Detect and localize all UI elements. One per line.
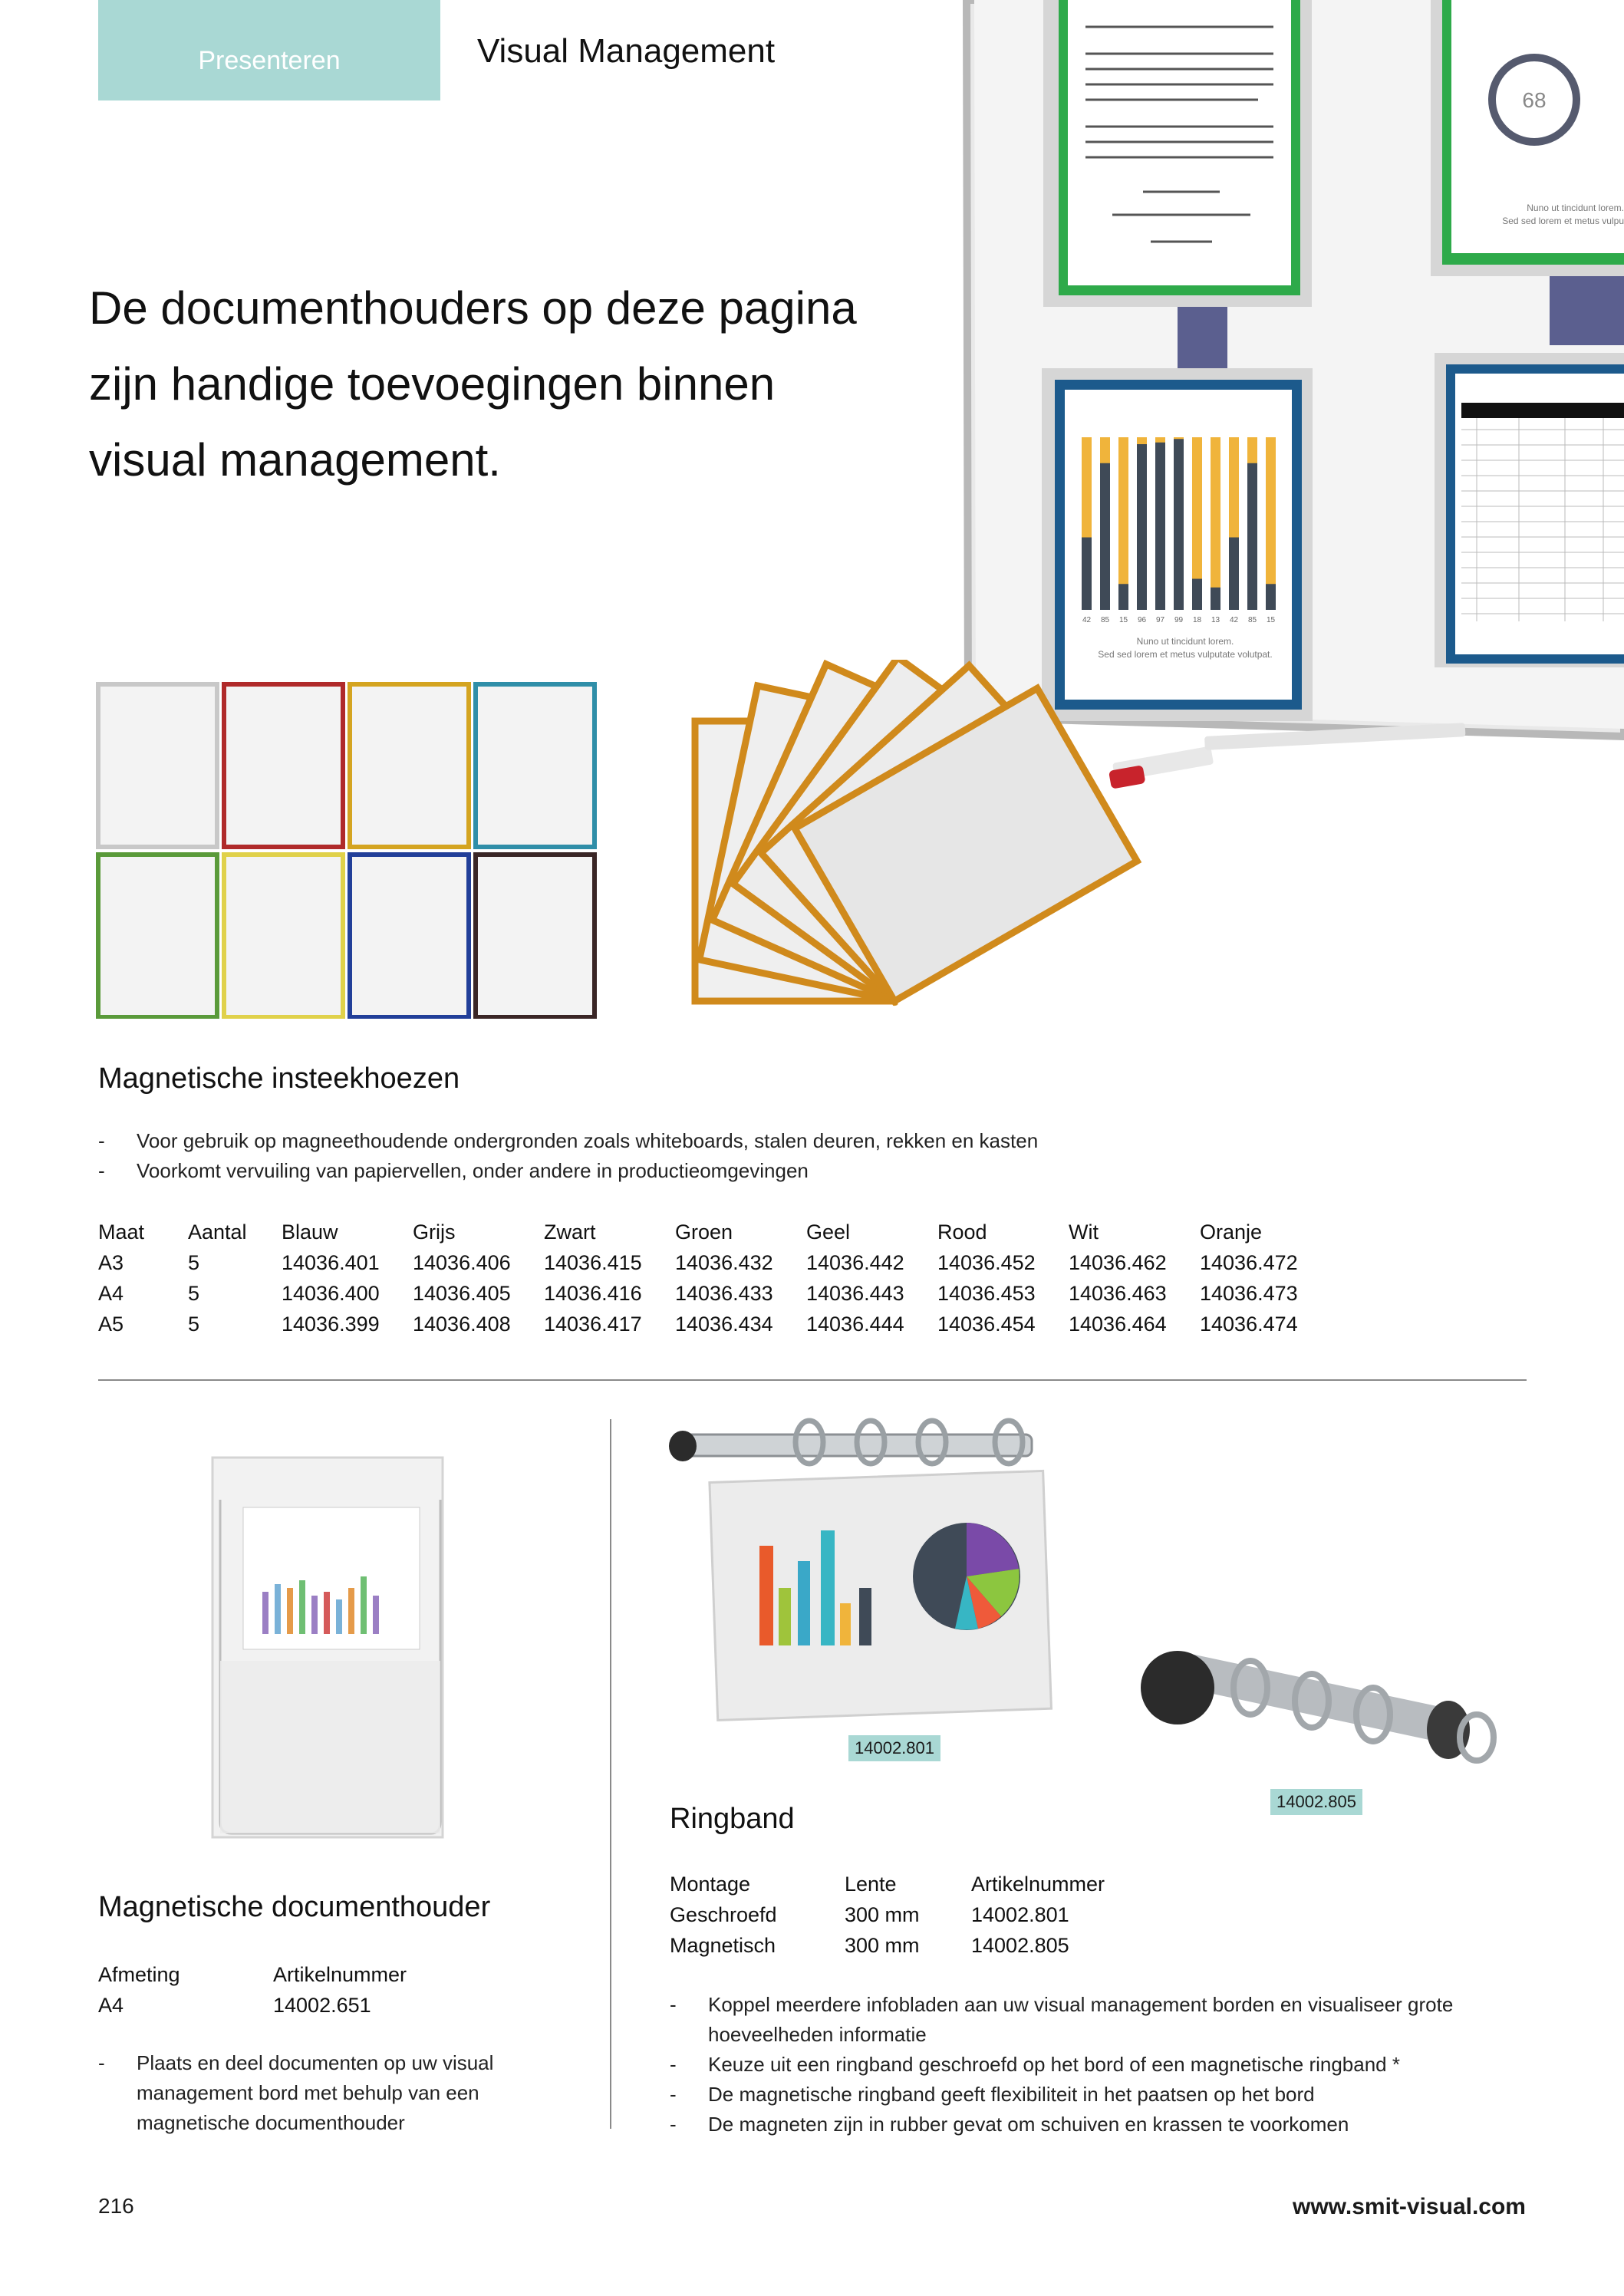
list-item: - Voor gebruik op magneethoudende ondergronden zoals whiteboards, stalen deuren, rekken en kasten	[98, 1126, 1326, 1156]
list-item: - Koppel meerdere infobladen aan uw visual management borden en visualiseer grote hoeveelheden informatie	[670, 1990, 1529, 2050]
gauge-value: 68	[1522, 88, 1547, 112]
sleeve-sample	[350, 684, 469, 847]
bar-label: 18	[1192, 616, 1202, 624]
bar	[1247, 463, 1257, 610]
chart-caption-2: Sed sed lorem et metus vulputate volutpat.	[1098, 649, 1273, 660]
table-cell: 14002.805	[971, 1933, 1069, 1957]
sleeve-sample	[476, 855, 595, 1017]
list-item: - Keuze uit een ringband geschroefd op het bord of een magnetische ringband *	[670, 2050, 1529, 2080]
sleeve-sample	[98, 684, 217, 847]
table-cell: A4	[98, 1993, 124, 2017]
bar-label: 97	[1155, 616, 1165, 624]
table-cell: 14036.442	[806, 1250, 904, 1274]
bar-label: 85	[1100, 616, 1110, 624]
header-rood: Rood	[937, 1220, 987, 1244]
ringband-bullets	[670, 1990, 1529, 2140]
list-item: - De magnetische ringband geeft flexibiliteit in het paatsen op het bord	[670, 2080, 1529, 2110]
section-tab-label: Presenteren	[198, 46, 341, 75]
ringband-magnetic-image	[1128, 1645, 1511, 1764]
table-cell: 5	[188, 1250, 200, 1274]
bar-label: 85	[1247, 616, 1257, 624]
header-groen: Groen	[675, 1220, 733, 1244]
bar-label: 15	[1266, 616, 1276, 624]
doc-holder-table	[98, 1959, 473, 2021]
header-wit: Wit	[1069, 1220, 1099, 1244]
sleeve-sample	[224, 684, 343, 847]
table-cell: A5	[98, 1312, 124, 1336]
table-cell: 14036.415	[544, 1250, 642, 1274]
table-cell: 14036.463	[1069, 1281, 1167, 1305]
documenthouder-image	[201, 1454, 469, 1845]
doc-holder-bullets	[98, 2048, 528, 2138]
table-cell: 14036.473	[1200, 1281, 1298, 1305]
sku-badge-magnetic: 14002.805	[1270, 1789, 1362, 1815]
header-lente: Lente	[845, 1872, 897, 1896]
bar-label: 42	[1229, 616, 1239, 624]
header-grijs: Grijs	[413, 1220, 456, 1244]
table-cell: 14036.417	[544, 1312, 642, 1336]
ringband-table	[670, 1869, 1201, 1961]
ringband-screwed-image	[648, 1415, 1062, 1722]
header-montage: Montage	[670, 1872, 751, 1896]
table-cell: 14036.400	[282, 1281, 380, 1305]
list-item: - De magneten zijn in rubber gevat om schuiven en krassen te voorkomen	[670, 2110, 1529, 2140]
table-row	[98, 1278, 1331, 1309]
header-aantal: Aantal	[188, 1220, 247, 1244]
column-divider	[610, 1419, 611, 2129]
table-cell: 14036.432	[675, 1250, 773, 1274]
section-tab	[98, 0, 440, 100]
header-zwart: Zwart	[544, 1220, 596, 1244]
table-row	[670, 1899, 1201, 1930]
header-afmeting: Afmeting	[98, 1962, 180, 1986]
table-cell: 14036.408	[413, 1312, 511, 1336]
list-item: - Plaats en deel documenten op uw visual management bord met behulp van een magnetische documenthouder	[98, 2048, 528, 2138]
sku-badge-screwed: 14002.801	[848, 1735, 940, 1761]
sleeve-sample	[98, 855, 217, 1017]
table-cell: 14036.416	[544, 1281, 642, 1305]
table-cell: A3	[98, 1250, 124, 1274]
gauge-caption-2: Sed sed lorem et metus vulpu	[1502, 216, 1624, 226]
table-cell: 14002.651	[273, 1993, 371, 2017]
section-title: Visual Management	[477, 32, 776, 70]
bar-label: 99	[1174, 616, 1184, 624]
header-oranje: Oranje	[1200, 1220, 1263, 1244]
table-header-row	[98, 1217, 1331, 1247]
table-cell: 14036.401	[282, 1250, 380, 1274]
bar-label: 15	[1118, 616, 1128, 624]
table-cell: 5	[188, 1281, 200, 1305]
table-cell: 300 mm	[845, 1933, 920, 1957]
table-cell: 14036.452	[937, 1250, 1036, 1274]
table-cell: 14036.399	[282, 1312, 380, 1336]
table-cell: 14036.474	[1200, 1312, 1298, 1336]
bar	[1192, 579, 1202, 611]
bar-label: 13	[1211, 616, 1220, 624]
table-row	[98, 1990, 473, 2021]
sleeve-sample	[224, 855, 343, 1017]
bar	[1174, 439, 1184, 610]
table-cell: 14036.453	[937, 1281, 1036, 1305]
fanned-holders-image	[687, 660, 1178, 1013]
header-geel: Geel	[806, 1220, 851, 1244]
table-cell: 14002.801	[971, 1902, 1069, 1926]
table-cell: 14036.406	[413, 1250, 511, 1274]
table-cell: Magnetisch	[670, 1933, 776, 1957]
bar-label: 42	[1082, 616, 1092, 624]
table-cell: 14036.462	[1069, 1250, 1167, 1274]
table-cell: 5	[188, 1312, 200, 1336]
table-cell: 14036.464	[1069, 1312, 1167, 1336]
table-cell: 14036.472	[1200, 1250, 1298, 1274]
sleeve-sample	[350, 855, 469, 1017]
chart-caption-1: Nuno ut tincidunt lorem.	[1136, 636, 1234, 647]
table-cell: 14036.433	[675, 1281, 773, 1305]
header-blauw: Blauw	[282, 1220, 338, 1244]
sleeve-sample	[476, 684, 595, 847]
bar-background	[1211, 437, 1220, 610]
bar	[1229, 538, 1239, 611]
sleeves-bullets	[98, 1126, 1326, 1186]
list-item: - Voorkomt vervuiling van papiervellen, onder andere in productieomgevingen	[98, 1156, 1326, 1186]
bar	[1137, 444, 1147, 610]
bar	[1082, 538, 1092, 611]
sleeves-title: Magnetische insteekhoezen	[98, 1062, 460, 1095]
doc-holder-title: Magnetische documenthouder	[98, 1891, 491, 1923]
table-cell: Geschroefd	[670, 1902, 777, 1926]
table-cell: A4	[98, 1281, 124, 1305]
table-cell: 14036.443	[806, 1281, 904, 1305]
bar	[1118, 584, 1128, 610]
table-cell: 14036.444	[806, 1312, 904, 1336]
table-row	[98, 1309, 1331, 1339]
header-maat: Maat	[98, 1220, 145, 1244]
sleeves-table	[98, 1217, 1331, 1339]
gauge-caption-1: Nuno ut tincidunt lorem.	[1527, 203, 1624, 213]
bar	[1211, 588, 1220, 610]
table-cell: 300 mm	[845, 1902, 920, 1926]
ringband-title: Ringband	[670, 1803, 795, 1835]
table-row	[670, 1930, 1201, 1961]
table-cell: 14036.454	[937, 1312, 1036, 1336]
table-cell: 14036.434	[675, 1312, 773, 1336]
website-url: www.smit-visual.com	[1293, 2194, 1526, 2219]
header-artikelnummer: Artikelnummer	[273, 1962, 407, 1986]
page-number: 216	[98, 2194, 134, 2218]
table-row	[98, 1247, 1331, 1278]
table-cell: 14036.405	[413, 1281, 511, 1305]
bar	[1100, 463, 1110, 610]
header-artikelnummer: Artikelnummer	[971, 1872, 1105, 1896]
table-header-row	[670, 1869, 1201, 1899]
bar	[1155, 443, 1165, 610]
page-headline: De documenthouders op deze pagina zijn handige toevoegingen binnen visual management.	[89, 282, 857, 486]
bar	[1266, 584, 1276, 610]
table-header-row	[98, 1959, 473, 1990]
insteekhoezen-image	[95, 681, 598, 1019]
section-divider	[98, 1379, 1527, 1381]
bar-label: 96	[1137, 616, 1147, 624]
